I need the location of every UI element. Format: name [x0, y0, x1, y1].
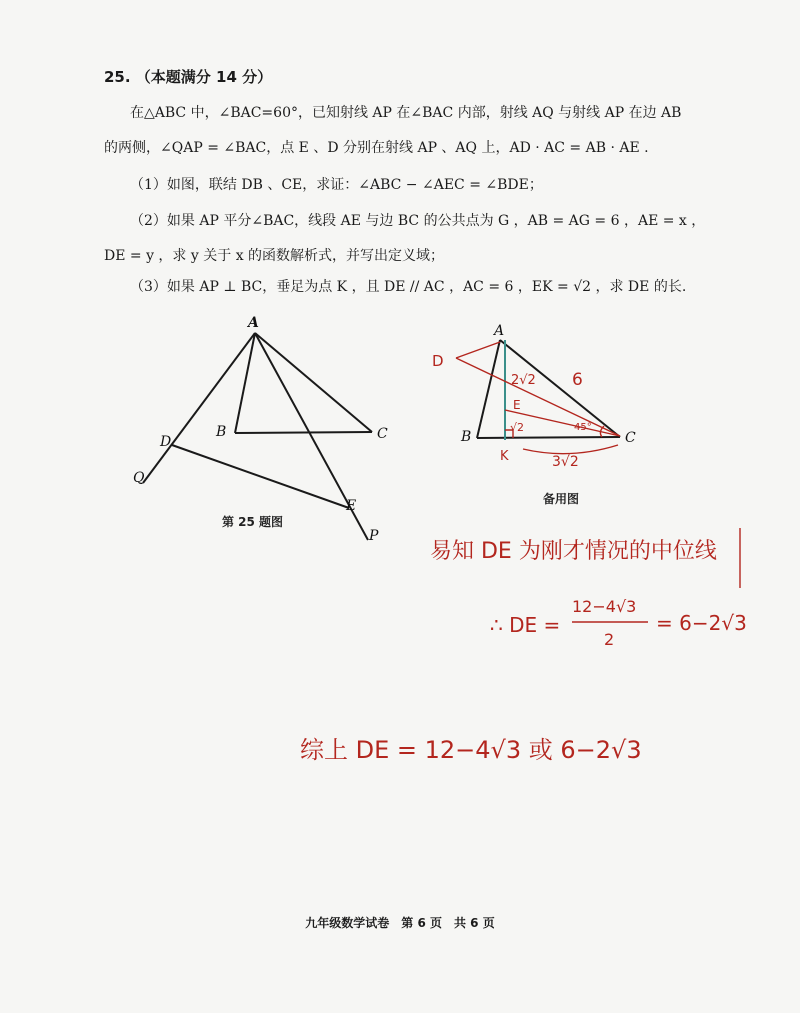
segment-ac	[255, 333, 372, 432]
pen-solution-numerator: 12−4√3	[572, 597, 637, 616]
spare-segment-ab	[477, 340, 500, 438]
label-spare-a: A	[494, 323, 505, 339]
question-part1: （1）如图，联结 DB 、CE，求证：∠ABC − ∠AEC = ∠BDE；	[130, 177, 543, 193]
pen-solution-line1: 易知 DE 为刚才情况的中位线	[430, 539, 717, 564]
segment-de	[172, 445, 349, 508]
caption-main-figure: 第 25 题图	[222, 515, 284, 529]
label-main-e: E	[346, 498, 357, 514]
pen-note-ek: √2	[510, 421, 525, 434]
label-spare-c: C	[625, 430, 636, 446]
caption-spare-figure: 备用图	[543, 492, 580, 506]
question-part3: （3）如果 AP ⊥ BC，垂足为点 K ，且 DE // AC ，AC = 6 ，EK = √2 ，求 DE 的长.	[130, 279, 687, 295]
label-main-a: A	[248, 315, 259, 331]
ray-aq	[143, 333, 255, 483]
pen-note-angle: 45°	[574, 422, 592, 433]
pen-note-ac: 6	[572, 370, 583, 390]
label-main-d: D	[160, 434, 172, 450]
question-header: 25. （本题满分 14 分）	[104, 68, 273, 86]
question-intro-line1: 在△ABC 中，∠BAC=60°，已知射线 AP 在∠BAC 内部，射线 AQ 与射线 AP 在边 AB	[130, 105, 682, 121]
label-spare-e: E	[513, 398, 521, 412]
label-main-b: B	[216, 424, 227, 440]
pen-conclusion: 综上 DE = 12−4√3 或 6−2√3	[300, 736, 642, 764]
spare-segment-bc	[477, 437, 620, 438]
pen-note-ak: 2√2	[511, 373, 536, 388]
pen-solution-denominator: 2	[604, 630, 615, 649]
label-spare-k: K	[500, 449, 509, 464]
question-part2-line2: DE = y ，求 y 关于 x 的函数解析式，并写出定义域；	[104, 248, 445, 264]
label-spare-b: B	[461, 429, 472, 445]
label-main-c: C	[377, 426, 388, 442]
page-footer: 九年级数学试卷 第 6 页 共 6 页	[305, 916, 495, 930]
pen-note-kc: 3√2	[552, 454, 579, 470]
label-main-q: Q	[133, 470, 145, 486]
pen-line-ad	[456, 342, 500, 358]
question-intro-line2: 的两侧，∠QAP = ∠BAC，点 E 、D 分别在射线 AP 、AQ 上，AD · AC = AB · AE .	[104, 140, 649, 156]
pen-solution-result: = 6−2√3	[656, 611, 747, 635]
segment-bc	[235, 432, 372, 433]
pen-brace-kc	[523, 445, 618, 454]
question-part2-line1: （2）如果 AP 平分∠BAC，线段 AE 与边 BC 的公共点为 G ，AB = AG = 6 ，AE = x ，	[130, 213, 706, 229]
label-spare-d: D	[432, 352, 444, 370]
label-main-p: P	[369, 528, 379, 544]
pen-solution-line2-prefix: ∴ DE =	[490, 613, 561, 637]
